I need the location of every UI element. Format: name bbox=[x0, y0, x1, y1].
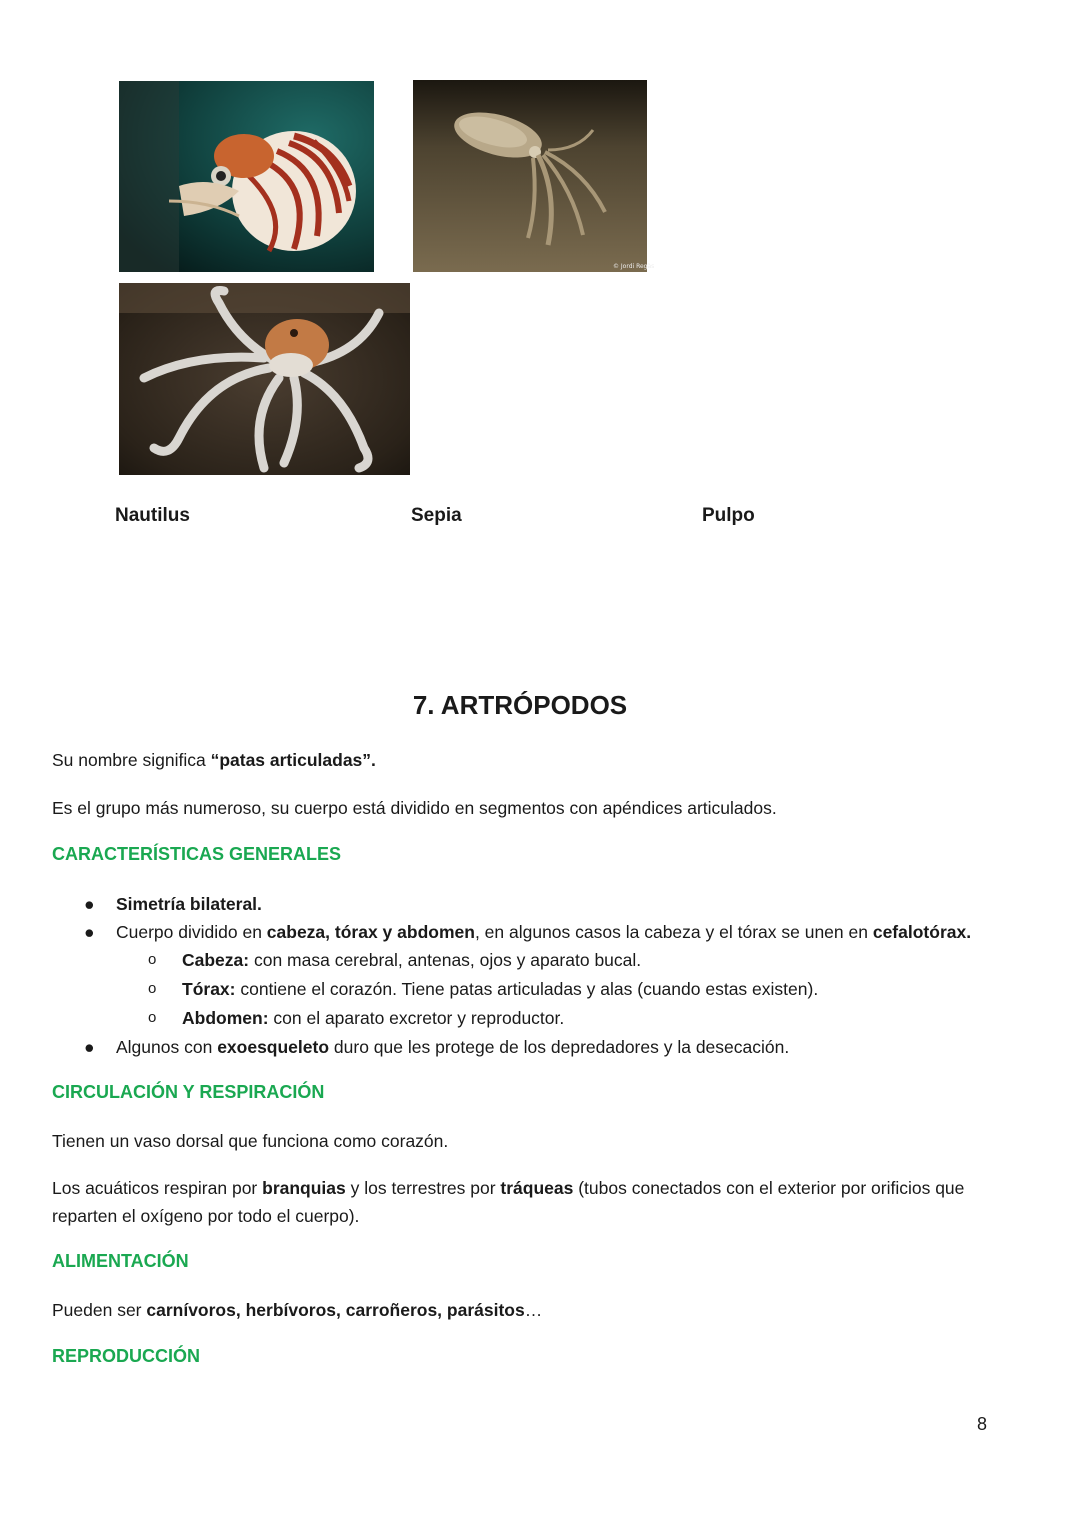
heading-caracteristicas: CARACTERÍSTICAS GENERALES bbox=[52, 844, 342, 864]
intro-paragraph-2: Es el grupo más numeroso, su cuerpo está dividido en segmentos con apéndices articulados. bbox=[52, 798, 777, 818]
circulacion-paragraph-2 bbox=[52, 1174, 982, 1230]
paragraph-text: (tubos conectados con el exterior por orificios que reparten el oxígeno por todo el cuerpo). bbox=[52, 1178, 965, 1226]
paragraph-bold: carnívoros, herbívoros, carroñeros, parásitos bbox=[146, 1300, 525, 1320]
bullet-text: Simetría bilateral. bbox=[116, 894, 262, 914]
bullet-text: , en algunos casos la cabeza y el tórax se unen en bbox=[474, 922, 873, 942]
caption-pulpo: Pulpo bbox=[702, 505, 755, 526]
subbullet-text: contiene el corazón. Tiene patas articuladas y alas (cuando estas existen). bbox=[235, 979, 819, 999]
sepia-photo bbox=[413, 80, 655, 272]
alimentacion-paragraph bbox=[52, 1296, 982, 1324]
intro-paragraph-1 bbox=[52, 746, 982, 774]
page-number: 8 bbox=[977, 1414, 988, 1434]
subbullet-circle: o bbox=[148, 951, 157, 968]
subbullet-bold: Cabeza: bbox=[182, 950, 250, 970]
caption-nautilus: Nautilus bbox=[115, 505, 190, 526]
nautilus-photo bbox=[119, 81, 374, 272]
heading-reproduccion: REPRODUCCIÓN bbox=[52, 1346, 201, 1366]
subbullet-circle: o bbox=[148, 1009, 157, 1026]
subbullet-bold: Tórax: bbox=[182, 979, 236, 999]
heading-circulacion: CIRCULACIÓN Y RESPIRACIÓN bbox=[52, 1082, 325, 1102]
subbullet-text: con el aparato excretor y reproductor. bbox=[268, 1008, 565, 1028]
intro-text: Su nombre significa bbox=[52, 750, 211, 770]
paragraph-text: Pueden ser bbox=[52, 1300, 147, 1320]
bullet-dot: ● bbox=[84, 894, 95, 914]
paragraph-bold: tráqueas bbox=[500, 1178, 574, 1198]
bullet-text: duro que les protege de los depredadores y la desecación. bbox=[329, 1037, 790, 1057]
paragraph-bold: branquias bbox=[262, 1178, 346, 1198]
bullet-exoesqueleto bbox=[84, 1033, 790, 1061]
bullet-dot: ● bbox=[84, 922, 95, 942]
sepia-watermark: © Jordi Regàs bbox=[613, 263, 655, 270]
bullet-text: Cuerpo dividido en bbox=[116, 922, 267, 942]
subbullet-cabeza bbox=[148, 946, 642, 974]
paragraph-text: y los terrestres por bbox=[345, 1178, 501, 1198]
bullet-dot: ● bbox=[84, 1037, 95, 1057]
caption-sepia: Sepia bbox=[411, 505, 462, 526]
bullet-bold: cefalotórax. bbox=[872, 922, 972, 942]
heading-alimentacion: ALIMENTACIÓN bbox=[52, 1251, 189, 1271]
subbullet-text: con masa cerebral, antenas, ojos y aparato bucal. bbox=[249, 950, 642, 970]
bullet-bold: cabeza, tórax y abdomen bbox=[266, 922, 475, 942]
bullet-bold: exoesqueleto bbox=[217, 1037, 330, 1057]
bullet-cuerpo bbox=[84, 918, 972, 946]
intro-bold: “patas articuladas”. bbox=[210, 750, 376, 770]
pulpo-photo bbox=[119, 283, 410, 475]
subbullet-torax bbox=[148, 975, 819, 1003]
subbullet-abdomen bbox=[148, 1004, 565, 1032]
bullet-text: Algunos con bbox=[116, 1037, 218, 1057]
paragraph-text: … bbox=[524, 1300, 543, 1320]
subbullet-bold: Abdomen: bbox=[182, 1008, 269, 1028]
section-title: 7. ARTRÓPODOS bbox=[412, 690, 628, 720]
circulacion-paragraph-1: Tienen un vaso dorsal que funciona como corazón. bbox=[52, 1131, 449, 1151]
paragraph-text: Los acuáticos respiran por bbox=[52, 1178, 263, 1198]
subbullet-circle: o bbox=[148, 980, 157, 997]
bullet-simetria bbox=[84, 890, 262, 918]
